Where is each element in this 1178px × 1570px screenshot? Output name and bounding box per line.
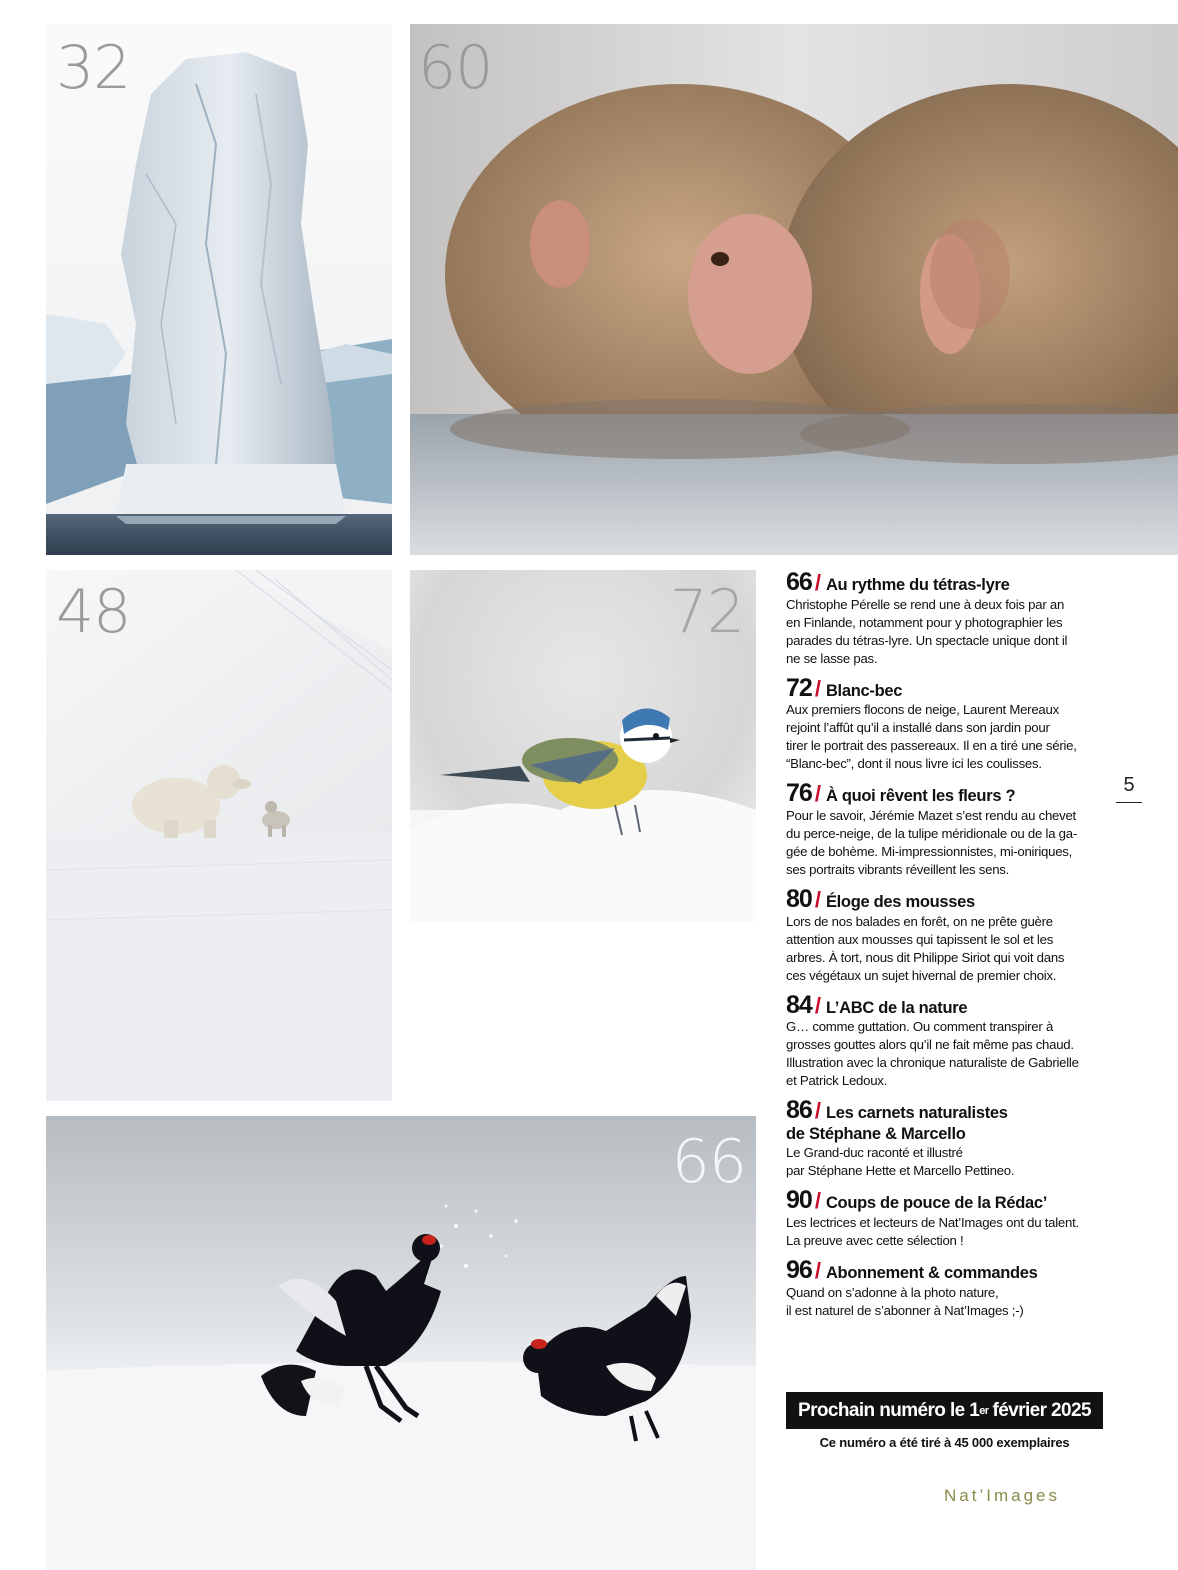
toc-text-line: gée de bohème. Mi-impressionnistes, mi-oniriques, (786, 843, 1073, 859)
toc-entry-heading (786, 1188, 1106, 1214)
toc-text-line: en Finlande, notamment pour y photographier les (786, 614, 1063, 630)
toc-title: Abonnement & commandes (825, 1264, 1038, 1282)
next-issue-prefix: Prochain numéro le 1 (798, 1399, 980, 1421)
toc-text-line: ses portraits vibrants réveillent les sens. (786, 861, 1010, 877)
toc-entry-heading (786, 1258, 1106, 1284)
toc-entry-66[interactable] (786, 570, 1106, 668)
slash-separator: / (814, 992, 821, 1018)
page-number-60: 60 (418, 33, 493, 103)
toc-text-line: attention aux mousses qui tapissent le sol et les (786, 931, 1054, 947)
toc-title: L’ABC de la nature (825, 998, 968, 1017)
toc-text-line: La preuve avec cette sélection ! (786, 1233, 964, 1248)
toc-text-line: Les lectrices et lecteurs de Nat’Images ont du talent. (786, 1215, 1079, 1230)
toc-entry-84[interactable] (786, 990, 1106, 1091)
toc-text-line: rejoint l’affût qu’il a installé dans son jardin pour (786, 720, 1050, 736)
toc-text-line: arbres. À tort, nous dit Philippe Siriot qui voit dans (786, 949, 1065, 965)
photo-blue-tit (410, 570, 756, 922)
toc-text-line: par Stéphane Hette et Marcello Pettineo. (786, 1163, 1015, 1179)
toc-text-line: et Patrick Ledoux. (786, 1073, 888, 1089)
toc-page-number: 72 (786, 673, 812, 702)
macaques-image (410, 24, 1178, 555)
photo-polar-bear (46, 570, 392, 1101)
photo-iceberg (46, 24, 392, 555)
toc-text-line: “Blanc-bec”, dont il nous livre ici les coulisses. (786, 756, 1042, 772)
photo-macaques (410, 24, 1178, 555)
toc-text-line: Christophe Pérelle se rend une à deux fois par an (786, 596, 1065, 612)
folio-page-number: 5 (1123, 774, 1135, 796)
next-issue-banner (786, 1392, 1103, 1429)
toc-entry-86[interactable] (786, 1098, 1106, 1180)
toc-entry-heading (786, 781, 1106, 807)
toc-page-number: 96 (786, 1256, 812, 1284)
toc-entry-heading (786, 1098, 1106, 1124)
toc-text-line: Le Grand-duc raconté et illustré (786, 1145, 963, 1161)
folio-underline (1116, 802, 1142, 803)
toc-entry-heading (786, 673, 1106, 702)
print-run-note: Ce numéro a été tiré à 45 000 exemplaires (819, 1435, 1070, 1450)
toc-entry-96[interactable] (786, 1258, 1106, 1320)
slash-separator: / (814, 570, 821, 595)
page-number-72: 72 (669, 577, 744, 647)
toc-entry-76[interactable] (786, 781, 1106, 879)
next-issue-superscript: er (979, 1404, 989, 1417)
toc-title: À quoi rêvent les fleurs ? (825, 787, 1016, 806)
slash-separator: / (814, 675, 821, 701)
toc-text-line: il est naturel de s’abonner à Nat’Images ;-) (786, 1302, 1024, 1318)
toc-page-number: 76 (786, 779, 812, 808)
toc-text-line: Illustration avec la chronique naturaliste de Gabrielle (786, 1055, 1079, 1071)
toc-title-second-line: de Stéphane & Marcello (786, 1124, 966, 1143)
toc-text-line: G… comme guttation. Ou comment transpirer à (786, 1019, 1054, 1035)
toc-text-line: tirer le portrait des passereaux. Il en a tiré une série, (786, 738, 1077, 754)
toc-page-number: 86 (786, 1096, 812, 1125)
iceberg-image (46, 24, 392, 555)
toc-title: Au rythme du tétras-lyre (825, 576, 1010, 594)
next-issue-date: février 2025 (992, 1399, 1091, 1421)
toc-page-number: 84 (786, 990, 812, 1019)
slash-separator: / (814, 886, 821, 912)
toc-entry-heading (786, 884, 1106, 913)
toc-text-line: du perce-neige, de la tulipe méridionale ou de la ga- (786, 825, 1077, 841)
photo-black-grouse (46, 1116, 756, 1570)
toc-entry-heading (786, 990, 1106, 1019)
toc-text-line: Aux premiers flocons de neige, Laurent Mereaux (786, 702, 1059, 718)
slash-separator: / (814, 1098, 821, 1124)
brand-name: Nat’Images (944, 1486, 1060, 1505)
toc-title: Coups de pouce de la Rédac’ (825, 1194, 1048, 1213)
polar-bear-image (46, 570, 392, 1101)
toc-title: Les carnets naturalistes (825, 1104, 1008, 1123)
toc-page-number: 66 (786, 568, 812, 596)
toc-text-line: Pour le savoir, Jérémie Mazet s’est rendu au chevet (786, 807, 1076, 823)
toc-entry-72[interactable] (786, 673, 1106, 774)
toc-text-line: parades du tétras-lyre. Un spectacle unique dont il (786, 632, 1068, 648)
toc-text-line: Lors de nos balades en forêt, on ne prête guère (786, 913, 1053, 929)
slash-separator: / (814, 1258, 821, 1283)
toc-text-line: ne se lasse pas. (786, 650, 878, 666)
black-grouse-image (46, 1116, 756, 1570)
slash-separator: / (814, 1188, 821, 1214)
toc-page-number: 80 (786, 884, 812, 913)
toc-entry-80[interactable] (786, 884, 1106, 985)
toc-entry-heading (786, 570, 1106, 596)
toc-title: Blanc-bec (825, 681, 903, 700)
toc-text-line: ces végétaux un sujet hivernal de premier choix. (786, 967, 1057, 983)
table-of-contents (786, 570, 1106, 1328)
toc-text-line: grosses gouttes alors qu’il ne fait même pas chaud. (786, 1037, 1074, 1053)
toc-title: Éloge des mousses (825, 892, 975, 911)
page-number-32: 32 (56, 33, 131, 103)
page-number-48: 48 (56, 577, 131, 647)
page-number-66: 66 (671, 1127, 746, 1197)
toc-page-number: 90 (786, 1186, 812, 1215)
slash-separator: / (814, 781, 821, 807)
toc-text-line: Quand on s’adonne à la photo nature, (786, 1284, 999, 1300)
toc-entry-90[interactable] (786, 1188, 1106, 1250)
